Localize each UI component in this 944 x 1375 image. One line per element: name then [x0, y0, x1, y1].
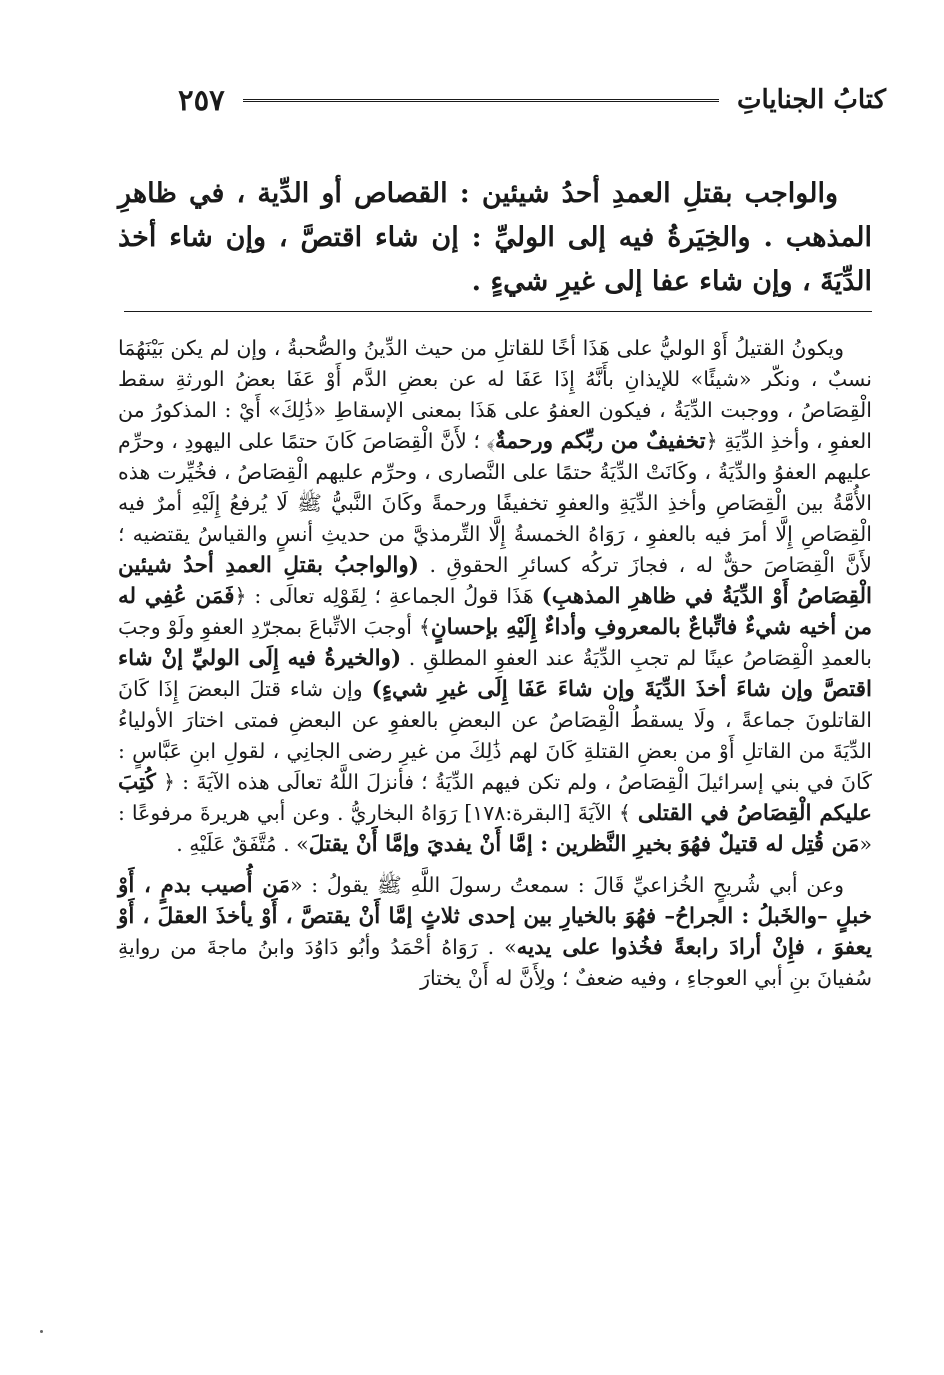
commentary-text: هَذَا قولُ الجماعةِ ؛ لِقَوْلِه تعالَى : ﴿ — [234, 584, 542, 608]
running-head: كتابُ الجناياتِ — [736, 85, 886, 115]
scan-speck — [40, 1330, 43, 1333]
matn-quote: (والخيرةُ فيه إِلَى الوليِّ إنْ شاء اقتصَّ وإن شاءَ أخذَ الدِّيَةَ وإن شاءَ عَفَا إِلَى غيرِ شيءٍ) — [118, 646, 872, 702]
commentary-text: وإن شاء قتلَ البعضَ إِذَا كَانَ القاتلونَ جماعةً ، ولَا يسقطُ الْقِصَاصُ عن البعضِ بالعفوِ عن البعضِ فمتى اختارَ الأولياءُ الدِّيَةَ من القاتلِ أَوْ من بعضِ القتلةِ كَانَ لهم ذَٰلِكَ من غيرِ رضى الجانِي ، لقولِ ابنِ عَبَّاسٍ : كَانَ في بني إسرائيلَ الْقِصَاصُ ، ولم تكن فيهم الدِّيَةُ ؛ فأنزلَ اللَّهُ تعالَى هذه الآيَةَ : ﴿ — [118, 677, 872, 794]
quran-quote: تخفيفٌ من ربِّكم ورحمةٌ — [494, 429, 706, 454]
commentary-text: ﴾ أوجبَ الاتِّباعَ بمجرّدِ العفوِ ولَوْ وجبَ بالعمدِ الْقِصَاصُ عينًا لم تجبِ الدِّيَةُ عند العفوِ المطلقِ . — [118, 615, 872, 670]
commentary-text: » . مُتَّفَقٌ عَلَيْهِ . — [176, 832, 309, 856]
hadith-quote: مَن قُتِل له قتيلٌ فهُوَ بخيرِ النَّظرين : إمَّا أَنْ يفديَ وإمَّا أَنْ يقتلَ — [308, 832, 860, 857]
page-number: ٢٥٧ — [178, 83, 225, 117]
commentary-text: ﴾ ؛ لأَنَّ الْقِصَاصَ كَانَ حتمًا على اليهودِ ، وحرِّم عليهم العفوُ والدِّيَةُ ، وكَانَتْ الدِّيَةُ حتمًا على النَّصارى ، وحرِّم عليهم الْقِصَاصُ ، فخُيِّرت هذه الأُمَّةُ بين الْقِصَاصِ وأخذِ الدِّيَةِ والعفوِ تخفيفًا ورحمةً وكَانَ النَّبيُّ ﷺ لَا يُرفعُ إِلَيْهِ أمرٌ فيه الْقِصَاصِ إِلَّا أمرَ فيه بالعفوِ ، رَوَاهُ الخمسةُ إِلَّا التِّرمذيَّ من حديثِ أنسٍ والقياسُ يقتضيه ؛ لأَنَّ الْقِصَاصَ حقٌّ له ، فجازَ تركُه كسائرِ الحقوقِ . — [118, 429, 872, 577]
matn-text: والواجب بقتلِ العمدِ أحدُ شيئين : القصاص أو الدِّية ، في ظاهرِ المذهب . والخِيَرةُ فيه إلى الوليِّ : إن شاء اقتصَّ ، وإن شاء أخذ الدِّيَةَ ، وإن شاء عفا إلى غيرِ شيءٍ . — [118, 178, 872, 297]
matn-block — [118, 172, 872, 304]
commentary-text: وعن أبي شُريحٍ الخُزاعيِّ قَالَ : سمعتُ رسولَ اللَّهِ ﷺ يقولُ : « — [290, 873, 845, 897]
commentary-block — [118, 333, 872, 994]
quran-quote: فَمَن عُفِي له من أخيه شيءٌ فاتِّباعٌ بالمعروفِ وأداءٌ إِلَيْهِ بإحسانٍ — [118, 584, 872, 640]
commentary-text: ﴾ الآيَةَ [البقرة:١٧٨] رَوَاهُ البخاريُّ . وعن أبي هريرةَ مرفوعًا : « — [118, 801, 872, 856]
hadith-quote: مَن أُصيب بدمٍ ، أَوْ خبلٍ –والخَبلُ : الجراحُ– فهُوَ بالخيارِ بين إحدى ثلاثٍ إمَّا أَنْ يقتصَّ ، أَوْ يأخذَ العقلَ ، أَوْ يعفوَ ، فإِنْ أرادَ رابعةً فخُذوا على يديه — [118, 873, 872, 960]
quran-quote: كُتِبَ عليكم الْقِصَاصُ في القتلى — [118, 770, 872, 826]
commentary-paragraph — [118, 333, 872, 860]
matn-quote: (والواجبُ بقتلِ العمدِ أحدُ شيئين الْقِصَاصُ أَوْ الدِّيَةُ في ظاهرِ المذهبِ) — [118, 553, 872, 609]
page-header — [168, 78, 886, 122]
header-rule — [243, 99, 719, 102]
commentary-text: ويكونُ القتيلُ أَوْ الوليُّ على هَذَا أخًا للقاتلِ من حيث الدِّينُ والصُّحبةُ ، وإن لم يكن بَيْنَهُمَا نسبٌ ، ونكّر «شيئًا» للإيذانِ بأَنَّهُ إِذَا عَفَا له عن بعضِ الدَّم أَوْ عَفَا بعضُ الورثةِ سقط الْقِصَاصُ ، ووجبت الدِّيَةُ ، فيكون العفوُ على هَذَا بمعنى الإسقاطِ «ذَٰلِكَ» أَيْ : المذكورُ من العفوِ ، وأخذِ الدِّيَةِ ﴿ — [118, 336, 872, 453]
commentary-text: » . رَوَاهُ أحْمَدُ وأبُو دَاوُدَ وابنُ ماجةَ من روايةِ سُفيانَ بنِ أبي العوجاءِ ، وفيه ضعفٌ ؛ ولِأَنَّ له أَنْ يختارَ — [118, 935, 872, 990]
commentary-paragraph — [118, 870, 872, 994]
matn-separator-rule — [124, 311, 872, 312]
